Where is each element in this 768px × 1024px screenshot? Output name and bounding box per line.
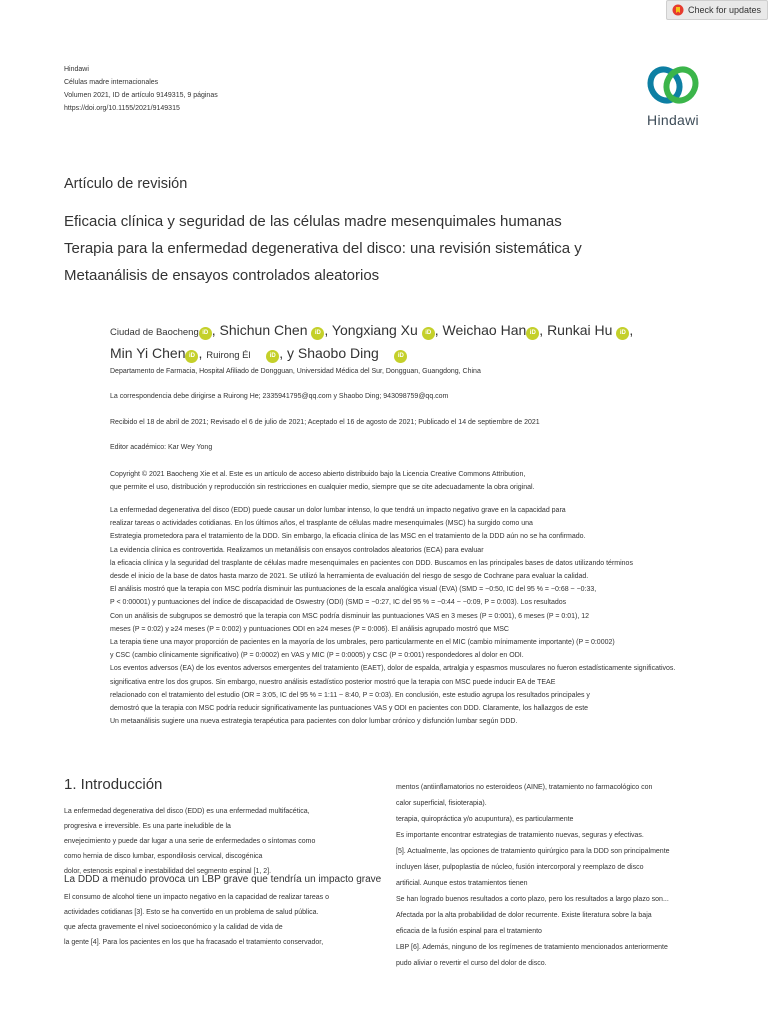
body-left-column	[64, 804, 382, 950]
abstract-line: realizar tareas o actividades cotidianas. En los últimos años, el trasplante de células madre mesenquimales (MSC) ha surgido como una	[110, 520, 533, 528]
abstract-line: la eficacia clínica y la seguridad del trasplante de células madre mesenquimales en pacientes con DDD. Buscamos en las principales bases de datos utilizando términos	[110, 559, 633, 567]
journal-meta	[64, 63, 218, 115]
body-line: Afectada por la alta probabilidad de dolor recurrente. Existe literatura sobre la baja	[396, 912, 652, 919]
abstract-line: Un metaanálisis sugiere una nueva estrategia terapéutica para pacientes con dolor lumbar crónico y disfunción lumbar según DDD.	[110, 718, 518, 726]
copyright-line: Copyright © 2021 Baocheng Xie et al. Este es un artículo de acceso abierto distribuido bajo la Licencia Creative Commons Attribution,	[110, 471, 526, 478]
body-line: [5]. Actualmente, las opciones de tratamiento quirúrgico para la DDD son principalmente	[396, 848, 670, 855]
abstract-line: demostró que la terapia con MSC podría reducir significativamente las puntuaciones VAS y ODI en pacientes con DDD. Claramente, los hallazgos de este	[110, 705, 589, 713]
hindawi-logo	[633, 60, 713, 135]
body-line: Se han logrado buenos resultados a corto plazo, pero los resultados a largo plazo son...	[396, 896, 669, 903]
body-line: calor superficial, fisioterapia).	[396, 800, 487, 807]
author-name[interactable]: y Shaobo Ding	[286, 345, 379, 361]
body-line: La DDD a menudo provoca un LBP grave que tendría un impacto grave	[64, 874, 382, 885]
body-line: la gente [4]. Para los pacientes en los que ha fracasado el tratamiento conservador,	[64, 939, 324, 946]
author-name[interactable]: Weichao Han	[442, 322, 527, 338]
body-line: incluyen láser, pulpoplastia de núcleo, fusión intercorporal y reemplazo de disco	[396, 864, 644, 871]
orcid-icon[interactable]: iD	[266, 350, 279, 363]
abstract-line: desde el inicio de la base de datos hasta marzo de 2021. Se utilizó la herramienta de evaluación del riesgo de sesgo de Cochrane para evaluar la calidad.	[110, 573, 589, 581]
author-list: Ciudad de Baocheng iD , Shichun Chen iD , Yongxiang Xu iD , Weichao Han iD , Runkai Hu iD , Min Yi Chen iD , Ruirong Él iD , y Shaobo Ding iD	[110, 322, 634, 361]
hindawi-logo-icon	[644, 60, 702, 110]
bookmark-icon	[672, 4, 684, 16]
publication-dates: Recibido el 18 de abril de 2021; Revisado el 6 de julio de 2021; Aceptado el 16 de agosto de 2021; Publicado el 14 de septiembre de 2021	[110, 419, 540, 426]
title-line: Metaanálisis de ensayos controlados aleatorios	[64, 267, 380, 284]
abstract	[110, 504, 710, 728]
body-line: dolor, estenosis espinal e inestabilidad del segmento espinal [1, 2].	[64, 868, 272, 875]
body-line: actividades cotidianas [3]. Esto se ha convertido en un problema de salud pública.	[64, 909, 319, 916]
abstract-line: y CSC (cambio clínicamente significativo) (P = 0:0002) en VAS y MIC (P = 0:0005) y CSC (P = 0:001) respondedores al dolor en ODI.	[110, 652, 524, 660]
orcid-icon[interactable]: iD	[394, 350, 407, 363]
body-line: como hernia de disco lumbar, espondilosis cervical, discogénica	[64, 853, 263, 860]
orcid-icon[interactable]: iD	[422, 327, 435, 340]
abstract-line: significativa entre los dos grupos. Sin embargo, nuestro análisis estadístico posterior mostró que la terapia con MSC puede inducir EA de TEAE	[110, 678, 556, 686]
body-line: Es importante encontrar estrategias de tratamiento nuevas, seguras y efectivas.	[396, 832, 644, 839]
body-line: artificial. Aunque estos tratamientos tienen	[396, 880, 528, 887]
author-name[interactable]: Min Yi Chen	[110, 345, 186, 361]
logo-text: Hindawi	[647, 112, 699, 128]
check-for-updates-label: Check for updates	[688, 5, 762, 15]
check-for-updates-button[interactable]	[666, 0, 768, 20]
body-line: pudo aliviar o revertir el curso del dolor de disco.	[396, 960, 547, 967]
body-line: que afecta gravemente el nivel socioeconómico y la calidad de vida de	[64, 924, 283, 931]
body-right-column	[396, 780, 716, 972]
body-line: envejecimiento y puede dar lugar a una serie de enfermedades o síntomas como	[64, 838, 316, 845]
body-line: terapia, quiropráctica y/o acupuntura), es particularmente	[396, 816, 574, 823]
abstract-line: meses (P = 0:02) y ≥24 meses (P = 0:002) y puntuaciones ODI en ≥24 meses (P = 0:006). El análisis agrupado mostró que MSC	[110, 625, 509, 633]
body-line: progresiva e irreversible. Es una parte ineludible de la	[64, 823, 231, 830]
journal-name: Células madre internacionales	[64, 79, 159, 86]
orcid-icon[interactable]: iD	[185, 350, 198, 363]
body-line: mentos (antiinflamatorios no esteroideos (AINE), tratamiento no farmacológico con	[396, 784, 653, 791]
author-name[interactable]: Shichun Chen	[219, 322, 308, 338]
body-line: LBP [6]. Además, ninguno de los regímenes de tratamiento mencionados anteriormente	[396, 944, 668, 951]
abstract-line: La terapia tiene una mayor proporción de pacientes en la mayoría de los umbrales, pero particularmente en el MIC (cambio mínimamente importante) (P = 0:0002)	[110, 639, 615, 647]
abstract-line: La enfermedad degenerativa del disco (EDD) puede causar un dolor lumbar intenso, lo que tendrá un impacto negativo grave en la capacidad para	[110, 507, 566, 514]
journal-volume: Volumen 2021, ID de artículo 9149315, 9 páginas	[64, 92, 218, 99]
article-title	[64, 208, 582, 289]
title-line: Eficacia clínica y seguridad de las células madre mesenquimales humanas	[64, 213, 562, 230]
author-name[interactable]: Runkai Hu	[547, 322, 613, 338]
abstract-line: Estrategia prometedora para el tratamiento de la DDD. Sin embargo, la eficacia clínica de las MSC en el tratamiento de la DDD aún no se ha confirmado.	[110, 533, 586, 541]
article-type: Artículo de revisión	[64, 176, 188, 192]
affiliation: Departamento de Farmacia, Hospital Afiliado de Dongguan, Universidad Médica del Sur, Dongguan, Guangdong, China	[110, 368, 481, 375]
section-heading: 1. Introducción	[64, 776, 163, 793]
abstract-line: Con un análisis de subgrupos se demostró que la terapia con MSC podría disminuir las puntuaciones VAS en 3 meses (P = 0:001), 6 meses (P = 0:01), 12	[110, 612, 589, 620]
abstract-line: La evidencia clínica es controvertida. Realizamos un metanálisis con ensayos controlados aleatorios (ECA) para evaluar	[110, 546, 484, 554]
abstract-line: relacionado con el tratamiento del estudio (OR = 3:05, IC del 95 % = 1:11 ~ 8:40, P = 0:03). En conclusión, este estudio agrupa los resultados principales y	[110, 691, 590, 699]
author-name[interactable]: Ruirong Él	[206, 350, 251, 361]
body-line: El consumo de alcohol tiene un impacto negativo en la capacidad de realizar tareas o	[64, 894, 329, 901]
academic-editor: Editor académico: Kar Wey Yong	[110, 444, 213, 451]
abstract-line: El análisis mostró que la terapia con MSC podría disminuir las puntuaciones de la escala analógica visual (EVA) (SMD = −0:50, IC del 95 % = −0:68 ~ −0:33,	[110, 586, 597, 594]
author-name[interactable]: Yongxiang Xu	[331, 322, 418, 338]
body-line: La enfermedad degenerativa del disco (EDD) es una enfermedad multifacética,	[64, 808, 310, 815]
orcid-icon[interactable]: iD	[616, 327, 629, 340]
abstract-line: P < 0:00001) y puntuaciones del índice de discapacidad de Oswestry (ODI) (SMD = −0:27, IC del 95 % = −0:44 ~ −0:09, P = 0:003). Los resultados	[110, 599, 567, 607]
doi-link[interactable]: https://doi.org/10.1155/2021/9149315	[64, 105, 180, 112]
body-line: eficacia de la fusión espinal para el tratamiento	[396, 928, 542, 935]
title-line: Terapia para la enfermedad degenerativa del disco: una revisión sistemática y	[64, 240, 582, 257]
publisher-name: Hindawi	[64, 66, 89, 73]
author-name[interactable]: Ciudad de Baocheng	[110, 327, 199, 338]
copyright	[110, 468, 535, 494]
orcid-icon[interactable]: iD	[311, 327, 324, 340]
orcid-icon[interactable]: iD	[199, 327, 212, 340]
orcid-icon[interactable]: iD	[526, 327, 539, 340]
correspondence: La correspondencia debe dirigirse a Ruirong He; 2335941795@qq.com y Shaobo Ding; 943098759@qq.com	[110, 393, 449, 400]
copyright-line: que permite el uso, distribución y reproducción sin restricciones en cualquier medio, siempre que se cite adecuadamente la obra original.	[110, 484, 535, 491]
abstract-line: Los eventos adversos (EA) de los eventos adversos emergentes del tratamiento (EAET), dolor de espalda, artralgia y espasmos musculares no fueron estadísticamente significativos.	[110, 665, 676, 673]
